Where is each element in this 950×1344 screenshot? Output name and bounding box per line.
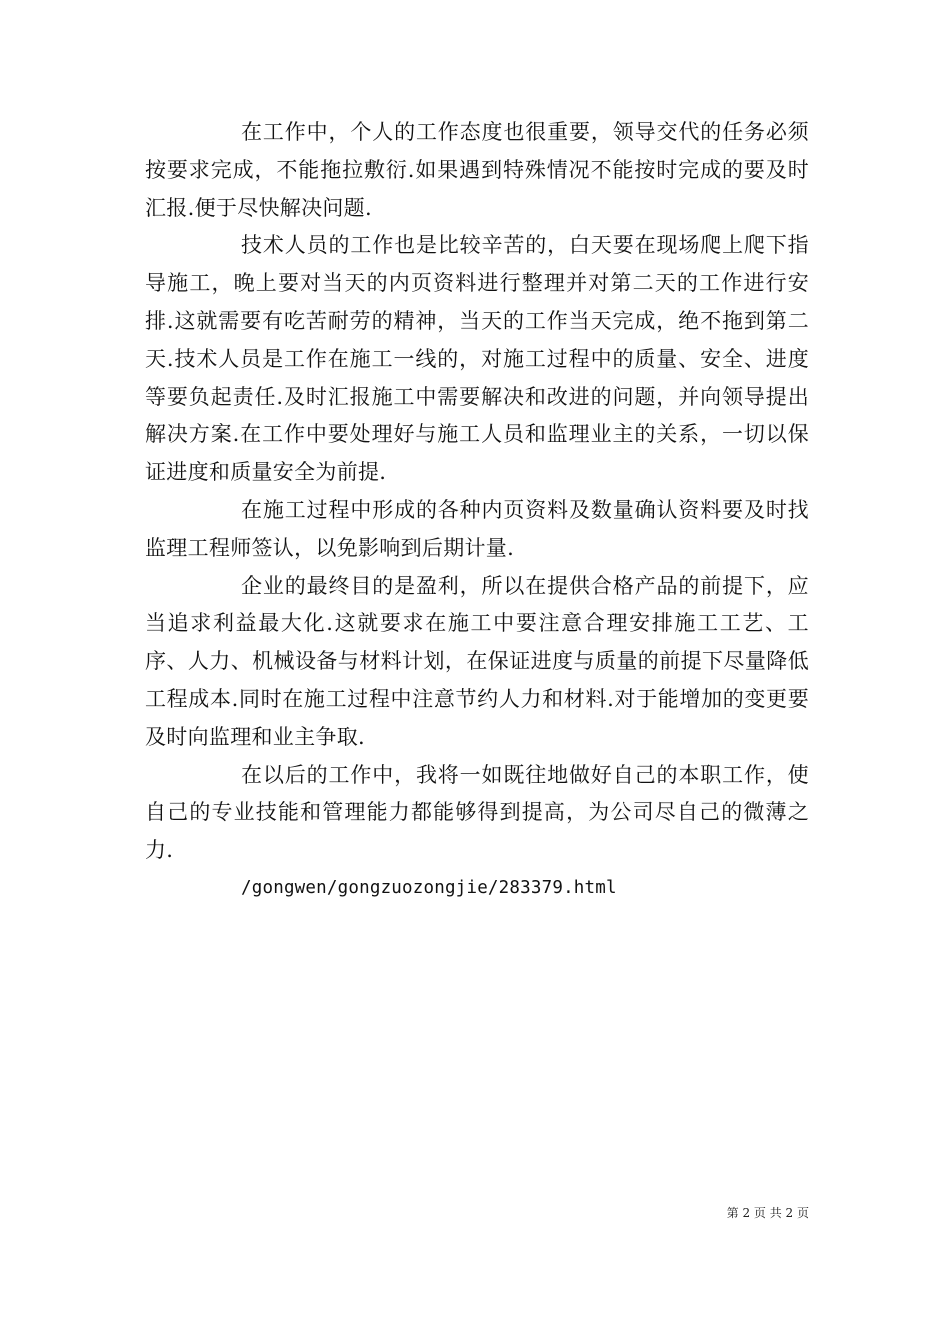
paragraph-future: 在以后的工作中，我将一如既往地做好自己的本职工作，使自己的专业技能和管理能力都能够得到提高，为公司尽自己的微薄之力. (145, 762, 809, 863)
paragraph-profit: 企业的最终目的是盈利，所以在提供合格产品的前提下，应当追求利益最大化.这就要求在施工中要注意合理安排施工工艺、工序、人力、机械设备与材料计划，在保证进度与质量的前提下尽量降低工程成本.同时在施工过程中注意节约人力和材料.对于能增加的变更要及时向监理和业主争取. (145, 573, 809, 749)
page-number: 第 2 页 共 2 页 (726, 1206, 809, 1220)
source-url: /gongwen/gongzuozongjie/283379.html (241, 877, 617, 898)
paragraph-technical-staff: 技术人员的工作也是比较辛苦的，白天要在现场爬上爬下指导施工，晚上要对当天的内页资料进行整理并对第二天的工作进行安排.这就需要有吃苦耐劳的精神，当天的工作当天完成，绝不拖到第二天.技术人员是工作在施工一线的，对施工过程中的质量、安全、进度等要负起责任.及时汇报施工中需要解决和改进的问题，并向领导提出解决方案.在工作中要处理好与施工人员和监理业主的关系，一切以保证进度和质量安全为前提. (145, 233, 809, 485)
paragraph-work-attitude: 在工作中，个人的工作态度也很重要，领导交代的任务必须按要求完成，不能拖拉敷衍.如果遇到特殊情况不能按时完成的要及时汇报.便于尽快解决问题. (145, 120, 809, 220)
document-body (145, 114, 809, 908)
paragraph-documentation: 在施工过程中形成的各种内页资料及数量确认资料要及时找监理工程师签认，以免影响到后期计量. (145, 497, 809, 560)
